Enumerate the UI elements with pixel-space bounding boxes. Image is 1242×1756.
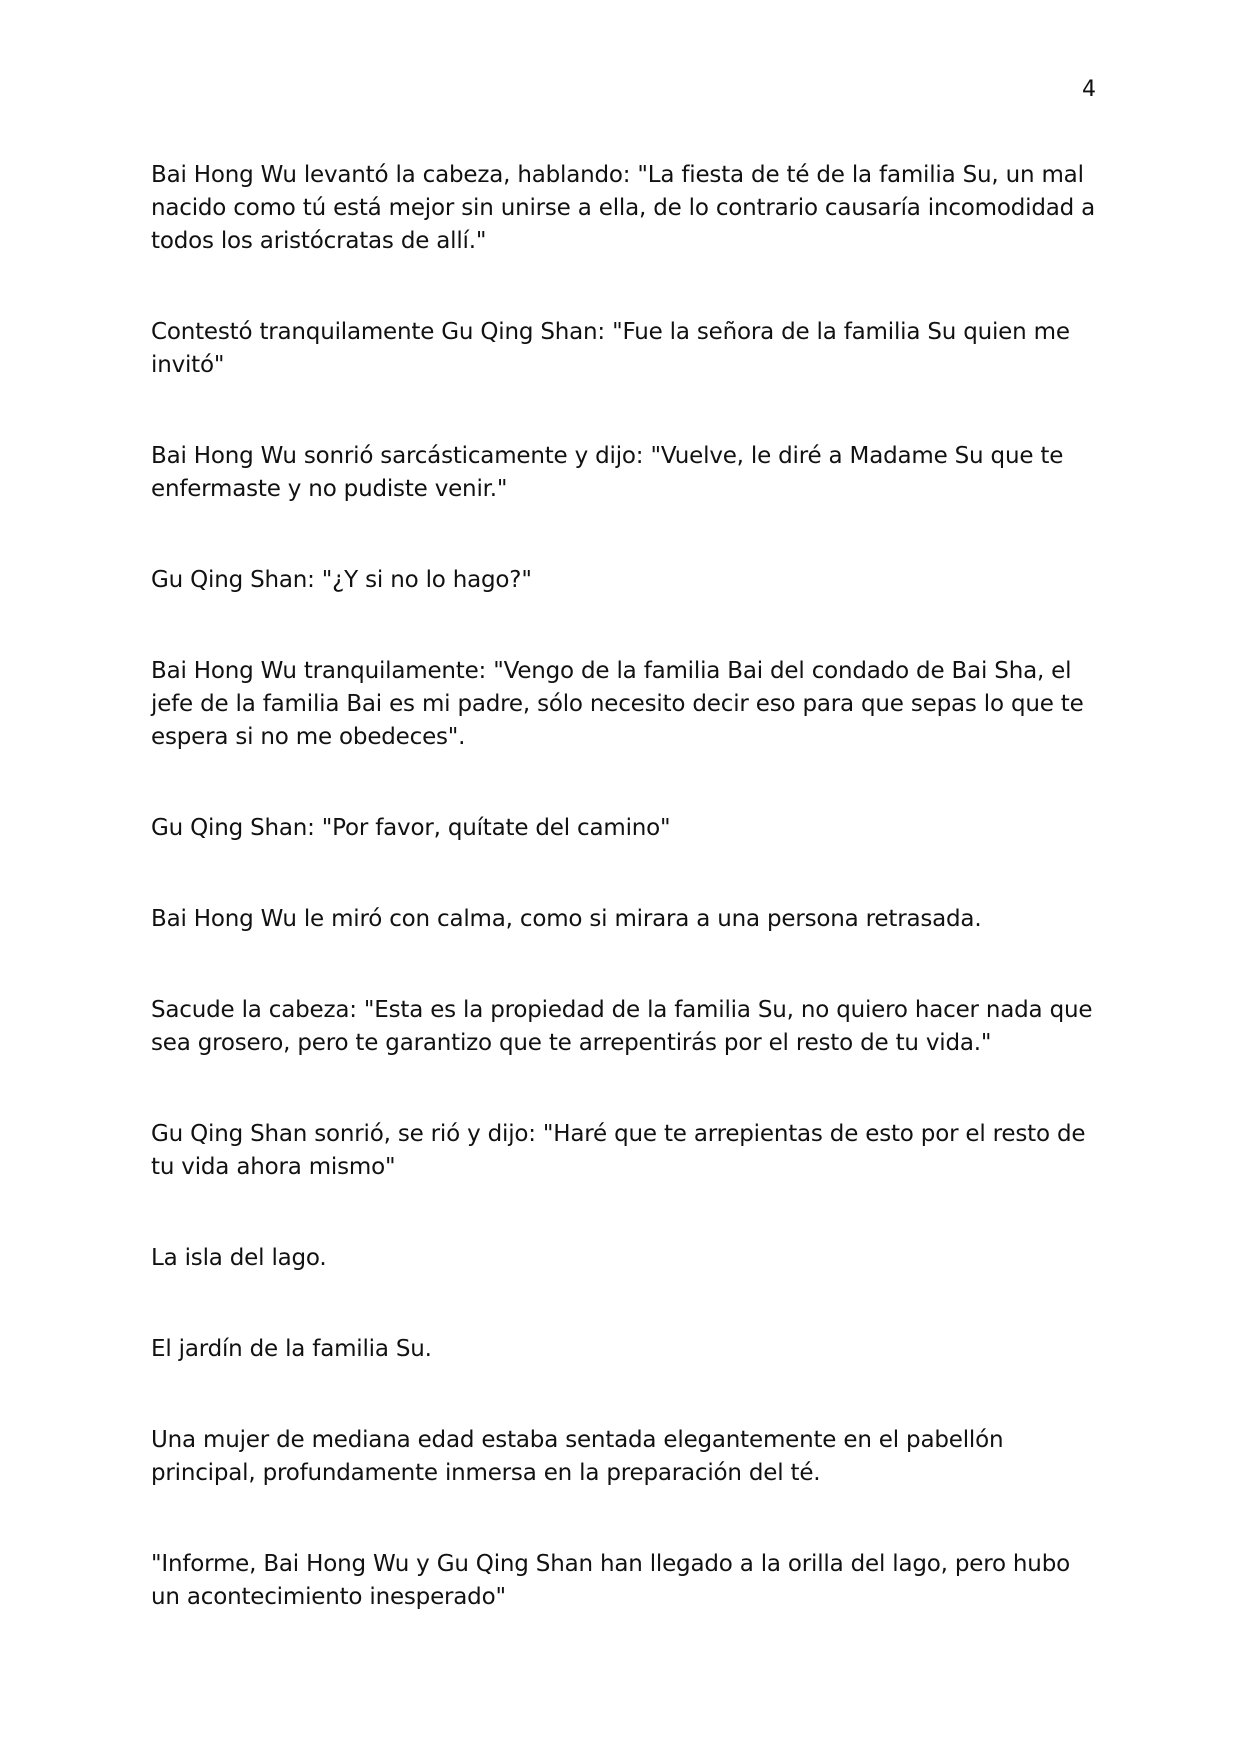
paragraph: La isla del lago. bbox=[151, 1245, 327, 1271]
document-body bbox=[151, 159, 1101, 1614]
paragraph: Bai Hong Wu tranquilamente: "Vengo de la familia Bai del condado de Bai Sha, el jefe de la familia Bai es mi padre, sólo necesito decir eso para que sepas lo que te espera si no me obedeces". bbox=[151, 658, 1084, 750]
paragraph: El jardín de la familia Su. bbox=[151, 1336, 432, 1362]
paragraph: Gu Qing Shan: "¿Y si no lo hago?" bbox=[151, 567, 532, 593]
paragraph: Contestó tranquilamente Gu Qing Shan: "Fue la señora de la familia Su quien me invitó" bbox=[151, 319, 1070, 378]
paragraph: Gu Qing Shan: "Por favor, quítate del camino" bbox=[151, 815, 671, 841]
paragraph: Bai Hong Wu sonrió sarcásticamente y dijo: "Vuelve, le diré a Madame Su que te enfermaste y no pudiste venir." bbox=[151, 443, 1064, 502]
paragraph: Bai Hong Wu levantó la cabeza, hablando: "La fiesta de té de la familia Su, un mal nacido como tú está mejor sin unirse a ella, de lo contrario causaría incomodidad a todos los aristócratas de allí." bbox=[151, 162, 1096, 254]
paragraph: Gu Qing Shan sonrió, se rió y dijo: "Haré que te arrepientas de esto por el resto de tu vida ahora mismo" bbox=[151, 1121, 1086, 1180]
paragraph: "Informe, Bai Hong Wu y Gu Qing Shan han llegado a la orilla del lago, pero hubo un acontecimiento inesperado" bbox=[151, 1551, 1070, 1610]
paragraph: Una mujer de mediana edad estaba sentada elegantemente en el pabellón principal, profundamente inmersa en la preparación del té. bbox=[151, 1427, 1004, 1486]
paragraph: Sacude la cabeza: "Esta es la propiedad de la familia Su, no quiero hacer nada que sea grosero, pero te garantizo que te arrepentirás por el resto de tu vida." bbox=[151, 997, 1093, 1056]
page-number: 4 bbox=[1082, 77, 1096, 102]
paragraph: Bai Hong Wu le miró con calma, como si mirara a una persona retrasada. bbox=[151, 906, 982, 932]
